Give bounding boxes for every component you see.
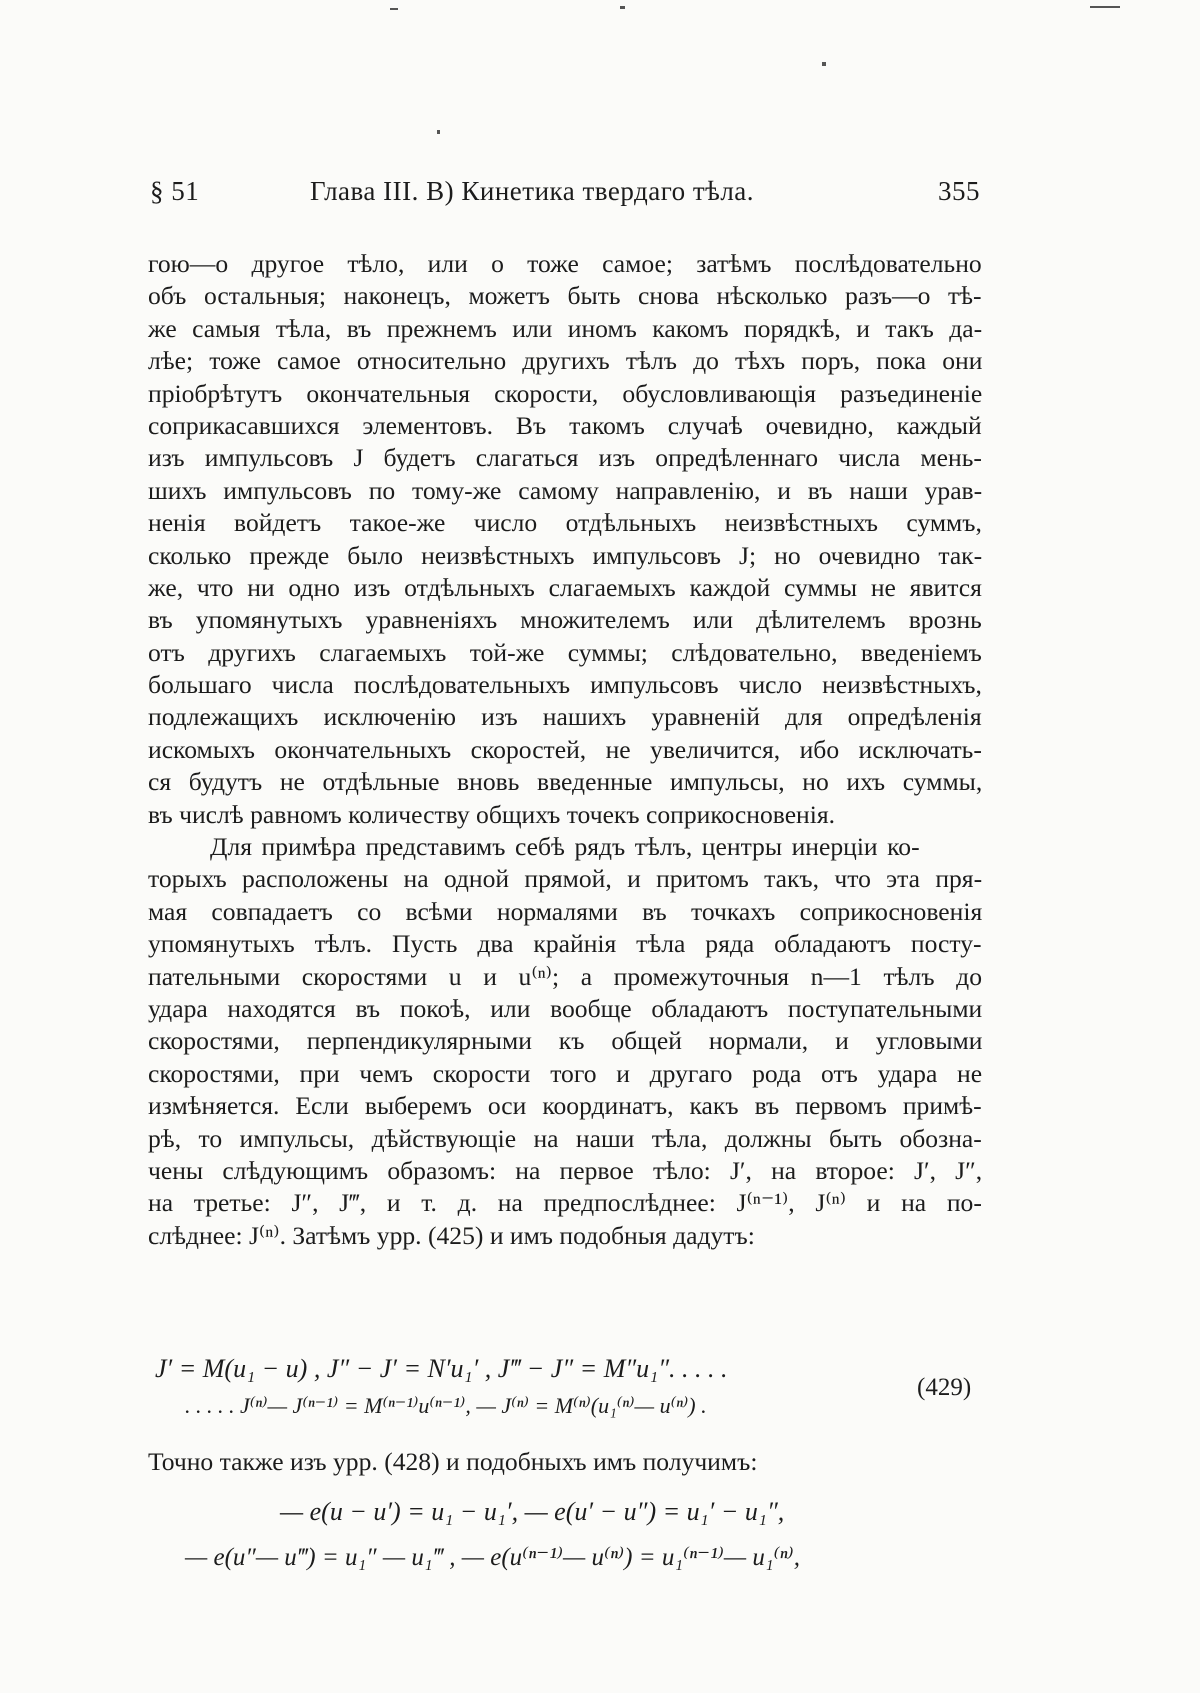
text-line: на третье: J″, J‴, и т. д. на предпослѣднее: J⁽ⁿ⁻¹⁾, J⁽ⁿ⁾ и на по- (148, 1188, 982, 1218)
text-line: рѣ, то импульсы, дѣйствующіе на наши тѣла, должны быть обозна- (148, 1123, 982, 1153)
text-line: мая совпадаетъ со всѣми нормалями въ точкахъ соприкосновенія (148, 896, 983, 926)
text-line: отъ другихъ слагаемыхъ той-же суммы; слѣдовательно, введеніемъ (148, 637, 982, 667)
text-line: измѣняется. Если выберемъ оси координатъ, какъ въ первомъ примѣ- (148, 1091, 982, 1121)
equation-number: (429) (917, 1374, 972, 1401)
scan-mark (390, 8, 398, 10)
text-line: же самыя тѣла, въ прежнемъ или иномъ какомъ порядкѣ, и такъ да- (148, 313, 983, 343)
text-line: пріобрѣтутъ окончательныя скорости, обусловливающія разъединеніе (148, 378, 983, 408)
text-line: же, что ни одно изъ отдѣльныхъ слагаемыхъ каждой суммы не явится (148, 572, 982, 602)
text-line: слѣднее: J⁽ⁿ⁾. Затѣмъ урр. (425) и имъ подобныя дадутъ: (148, 1220, 755, 1250)
scan-mark (1090, 6, 1120, 8)
text-line: въ упомянутыхъ уравненіяхъ множителемъ или дѣлителемъ врознь (148, 605, 982, 635)
text-line: ся будутъ не отдѣльные вновь введенные импульсы, но ихъ суммы, (148, 767, 983, 797)
text-line: гою—о другое тѣло, или о тоже самое; затѣмъ послѣдовательно (148, 249, 982, 278)
text-line: торыхъ расположены на одной прямой, и притомъ такъ, что эта пря- (148, 864, 983, 894)
equation-429-line2: . . . . . J⁽ⁿ⁾— J⁽ⁿ⁻¹⁾ = M⁽ⁿ⁻¹⁾u⁽ⁿ⁻¹⁾, — J⁽ⁿ⁾ = M⁽ⁿ⁾(u₁⁽ⁿ⁾— u⁽ⁿ⁾) . (185, 1393, 707, 1418)
section-number: § 51 (150, 176, 200, 206)
page-number: 355 (938, 176, 980, 206)
transition-text: Точно также изъ урр. (428) и подобныхъ имъ получимъ: (148, 1447, 758, 1476)
scan-mark (620, 6, 625, 9)
collision-equation-line2: — e(u″— u‴) = u₁″ — u₁‴ , — e(u⁽ⁿ⁻¹⁾— u⁽ⁿ⁾) = u₁⁽ⁿ⁻¹⁾— u₁⁽ⁿ⁾, (185, 1544, 800, 1571)
main-text (148, 248, 982, 1252)
scan-mark (437, 130, 440, 134)
text-line: подлежащихъ исключенію изъ нашихъ уравненій для опредѣленія (148, 702, 982, 732)
text-line: пательными скоростями u и u⁽ⁿ⁾; а промежуточныя n—1 тѣлъ до (148, 961, 982, 991)
text-line: лѣе; тоже самое относительно другихъ тѣлъ до тѣхъ поръ, пока они (148, 346, 983, 376)
text-line: скоростями, перпендикулярными къ общей нормали, и угловыми (148, 1026, 983, 1056)
text-line: шихъ импульсовъ по тому-же самому направленію, и въ наши урав- (148, 475, 983, 505)
text-line: чены слѣдующимъ образомъ: на первое тѣло: J′, на второе: J′, J″, (148, 1155, 983, 1185)
chapter-title: Глава III. B) Кинетика твердаго тѣла. (310, 176, 755, 206)
text-line: сколько прежде было неизвѣстныхъ импульсовъ J; но очевидно так- (148, 540, 983, 570)
text-line: Для примѣра представимъ себѣ рядъ тѣлъ, центры инерціи ко- (210, 832, 920, 862)
collision-equation-line1: — e(u − u′) = u₁ − u₁′, — e(u′ − u″) = u₁′ − u₁″, (280, 1497, 785, 1526)
text-line: скоростями, при чемъ скорости того и другаго рода отъ удара не (148, 1058, 983, 1088)
text-line: соприкасавшихся элементовъ. Въ такомъ случаѣ очевидно, каждый (148, 410, 982, 440)
text-line: удара находятся въ покоѣ, или вообще обладаютъ поступательными (148, 993, 983, 1023)
text-line: въ числѣ равномъ количеству общихъ точекъ соприкосновенія. (148, 799, 836, 829)
text-line: упомянутыхъ тѣлъ. Пусть два крайнія тѣла ряда обладаютъ посту- (148, 929, 982, 959)
text-line: изъ импульсовъ J будетъ слагаться изъ опредѣленнаго числа мень- (148, 443, 982, 473)
equation-429-line1: J′ = M(u₁ − u) , J″ − J′ = N′u₁′ , J‴ − J″ = M″u₁″. . . . . (155, 1354, 728, 1383)
scan-mark (822, 62, 826, 66)
text-line: объ остальныя; наконецъ, можетъ быть снова нѣсколько разъ—о тѣ- (148, 281, 982, 311)
text-line: искомыхъ окончательныхъ скоростей, не увеличится, ибо исключать- (148, 734, 982, 764)
text-line: ненія войдетъ такое-же число отдѣльныхъ неизвѣстныхъ суммъ, (148, 508, 982, 538)
text-line: большаго числа послѣдовательныхъ импульсовъ число неизвѣстныхъ, (148, 670, 982, 700)
